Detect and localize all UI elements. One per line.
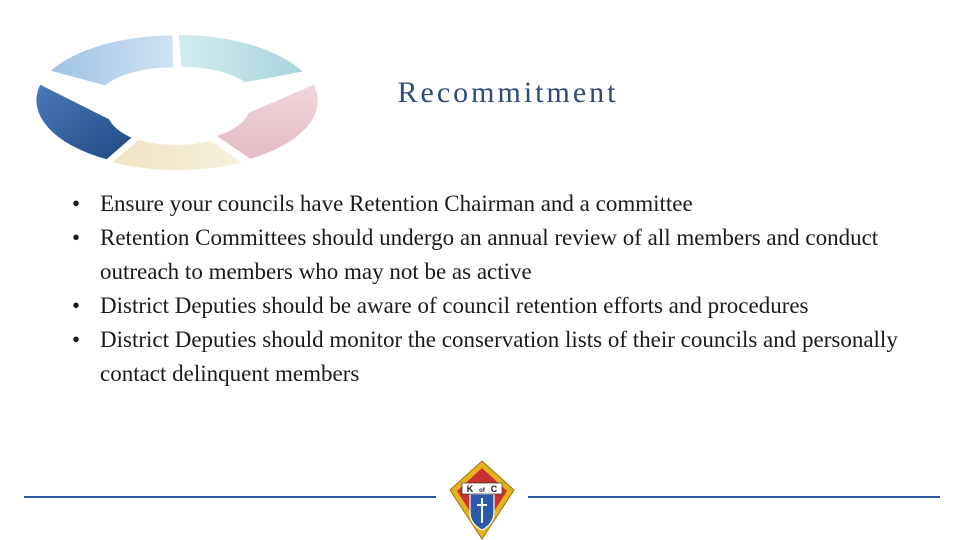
bullet-item <box>72 221 922 289</box>
emblem-letter-of: of <box>479 488 485 494</box>
emblem-letter-k: K <box>466 484 474 494</box>
footer-rule-right <box>528 496 940 498</box>
bullet-marker: • <box>72 191 81 216</box>
slide-title: Recommitment <box>397 76 619 109</box>
bullet-marker: • <box>72 225 81 250</box>
bullet-item <box>72 323 922 391</box>
bullet-marker: • <box>72 327 81 352</box>
bullet-text: Ensure your councils have Retention Chairman and a committee <box>100 191 693 216</box>
bullet-list <box>72 187 922 391</box>
bullet-item <box>72 187 922 221</box>
ring-segment-cream <box>113 140 242 170</box>
bullet-item <box>72 289 922 323</box>
emblem-letter-c: C <box>490 484 498 494</box>
footer-rule-left <box>24 496 436 498</box>
bullet-marker: • <box>72 293 81 318</box>
knights-of-columbus-emblem-icon <box>448 460 516 540</box>
bullet-text: District Deputies should be aware of council retention efforts and procedures <box>100 293 809 318</box>
bullet-text: District Deputies should monitor the conservation lists of their councils and personally contact delinquent members <box>100 327 898 386</box>
bullet-text: Retention Committees should undergo an annual review of all members and conduct outreach to members who may not be as active <box>100 225 879 284</box>
